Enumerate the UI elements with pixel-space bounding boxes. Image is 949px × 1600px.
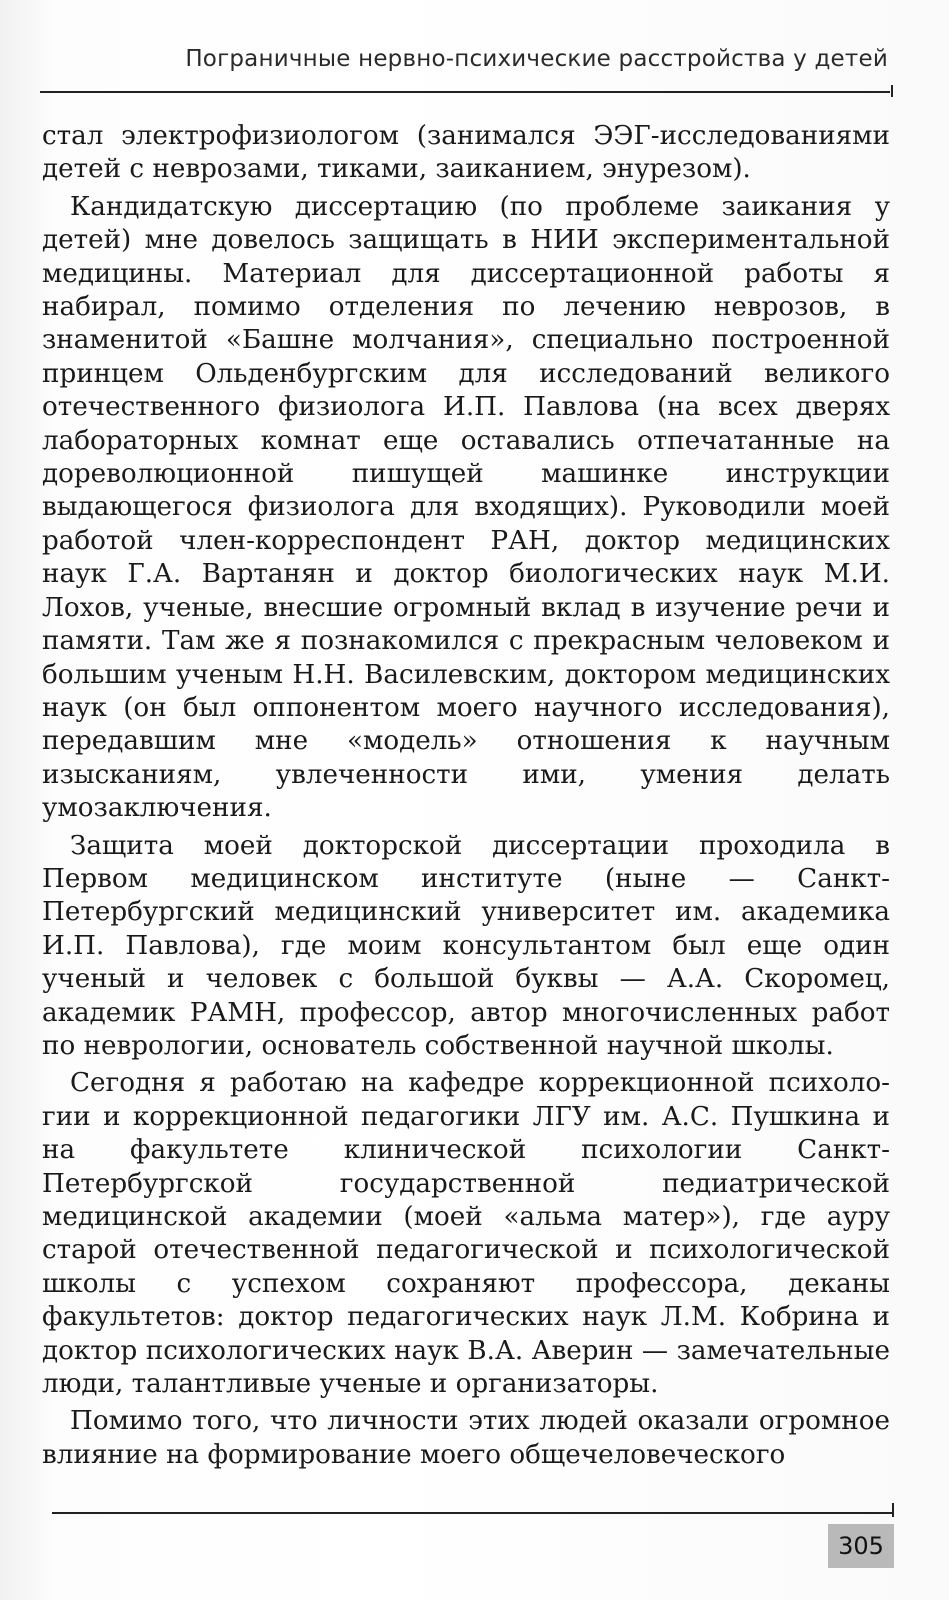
- paragraph-4: Сегодня я работаю на кафедре коррекционной психологии и коррекционной педагогики ЛГУ им. А.С. Пушкина и на факультете клинической психологии Санкт-Петербургской государственной педиатрической медицинской академии (моей «альма матер»), где ауру старой отечественной педагогической и психологической школы с успехом сохраняют профессора, деканы факультетов: доктор педагогических наук Л.М. Кобрина и доктор психологических наук В.А. Аверин — замечательные люди, талантливые ученые и организаторы.: [42, 1068, 890, 1400]
- page-number: 305: [828, 1524, 894, 1568]
- paragraph-2: Кандидатскую диссертацию (по проблеме заикания у детей) мне довелось защищать в НИИ экспериментальной медицины. Материал для диссертационной работы я набирал, помимо отделения по лечению неврозов, в знаменитой «Башне молчания», специально построенной принцем Ольденбургским для исследований великого отечественного физиолога И.П. Павлова (на всех дверях лабораторных комнат еще оставались отпечатанные на дореволюционной пишущей машинке инструкции выдающегося физиолога для входящих). Руководили моей работой член-корреспондент РАН, доктор медицинских наук Г.А. Вартанян и доктор биологических наук М.И. Лохов, ученые, внесшие огромный вклад в изучение речи и памяти. Там же я познакомился с прекрасным человеком и большим ученым Н.Н. Василевским, доктором медицинских наук (он был оппонентом моего научного исследования), передавшим мне «модель» отношения к научным изысканиям, увлеченности ими, умения делать умозаключения.: [42, 191, 890, 824]
- paragraph-1: стал электрофизиологом (занимался ЭЭГ-исследованиями детей с неврозами, тиками, заиканием, энурезом).: [42, 121, 890, 185]
- header-rule: [40, 91, 890, 93]
- paragraph-5: Помимо того, что личности этих людей оказали огромное влияние на формирование моего общечеловеческого: [42, 1406, 890, 1470]
- footer-rule: [52, 1512, 892, 1514]
- running-head: Пограничные нервно-психические расстройства у детей: [185, 46, 888, 72]
- body-text: [42, 120, 890, 1472]
- paragraph-3: Защита моей докторской диссертации проходила в Первом медицинском институте (ныне — Санкт-Петербургский медицинский университет им. академика И.П. Павлова), где моим консультантом был еще один ученый и человек с большой буквы — А.А. Скоромец, академик РАМН, профессор, автор многочисленных работ по неврологии, основатель собственной научной школы.: [42, 830, 890, 1061]
